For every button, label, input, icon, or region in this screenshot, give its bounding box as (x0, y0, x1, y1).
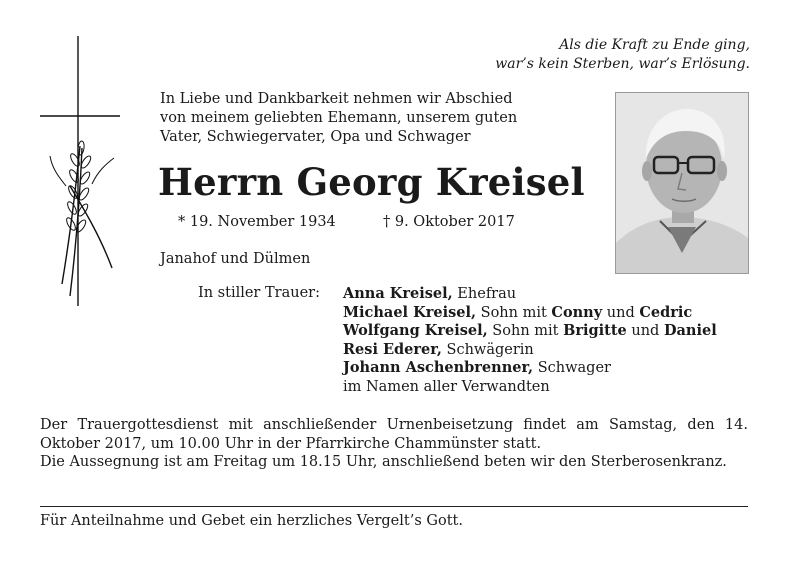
intro-line-1: In Liebe und Dankbarkeit nehmen wir Abschied (160, 91, 513, 107)
mourner-relation: und (602, 304, 640, 321)
mourner-name: Resi Ederer, (343, 340, 442, 358)
mourner-name: Wolfgang Kreisel, (343, 322, 488, 340)
list-item (343, 341, 717, 360)
mourner-name: Cedric (639, 303, 693, 321)
mourners-list (343, 285, 717, 397)
intro-line-3: Vater, Schwiegervater, Opa und Schwager (160, 129, 471, 145)
mourner-name: Brigitte (563, 322, 627, 340)
deceased-name: Herrn Georg Kreisel (158, 160, 585, 204)
list-item (343, 304, 717, 323)
mourner-relation: Sohn mit (487, 323, 564, 340)
quote-line-1: Als die Kraft zu Ende ging, (559, 37, 750, 53)
mourner-relation: Ehefrau (452, 286, 517, 302)
mourner-relation: Schwager (533, 360, 611, 377)
intro-text (160, 90, 580, 147)
mourner-name: Daniel (663, 322, 717, 340)
portrait-photo (615, 92, 749, 274)
closing-text: Für Anteilnahme und Gebet ein herzliches Vergelt’s Gott. (40, 513, 463, 529)
birth-date: * 19. November 1934 (178, 214, 336, 230)
mourners-others: im Namen aller Verwandten (343, 378, 550, 395)
mourner-name: Anna Kreisel, (343, 285, 453, 302)
mourner-relation: Sohn mit (476, 304, 552, 321)
mourner-relation: und (626, 323, 664, 340)
mourner-relation: Schwägerin (441, 341, 534, 358)
list-item (343, 285, 717, 304)
divider (40, 506, 748, 507)
list-item (343, 359, 717, 378)
quote-line-2: war’s kein Sterben, war’s Erlösung. (495, 56, 750, 72)
mourners-label: In stiller Trauer: (198, 285, 320, 301)
quote (495, 36, 750, 74)
place: Janahof und Dülmen (160, 251, 311, 267)
mourner-name: Michael Kreisel, (343, 303, 477, 321)
death-date: † 9. Oktober 2017 (383, 214, 515, 230)
list-item (343, 322, 717, 341)
service-text-2: Die Aussegnung ist am Freitag um 18.15 Uhr, anschließend beten wir den Sterberosenkranz. (40, 454, 727, 471)
service-info (40, 416, 748, 472)
mourner-name: Conny (551, 303, 603, 321)
cross-with-wheat-icon (40, 36, 124, 306)
mourner-name: Johann Aschenbrenner, (343, 359, 534, 377)
service-text-1: Der Trauergottesdienst mit anschließender Urnenbeisetzung findet am Samstag, den 14. Oktober 2017, um 10.00 Uhr in der Pfarrkirche Chammünster statt. (40, 417, 748, 452)
intro-line-2: von meinem geliebten Ehemann, unserem guten (160, 110, 518, 126)
